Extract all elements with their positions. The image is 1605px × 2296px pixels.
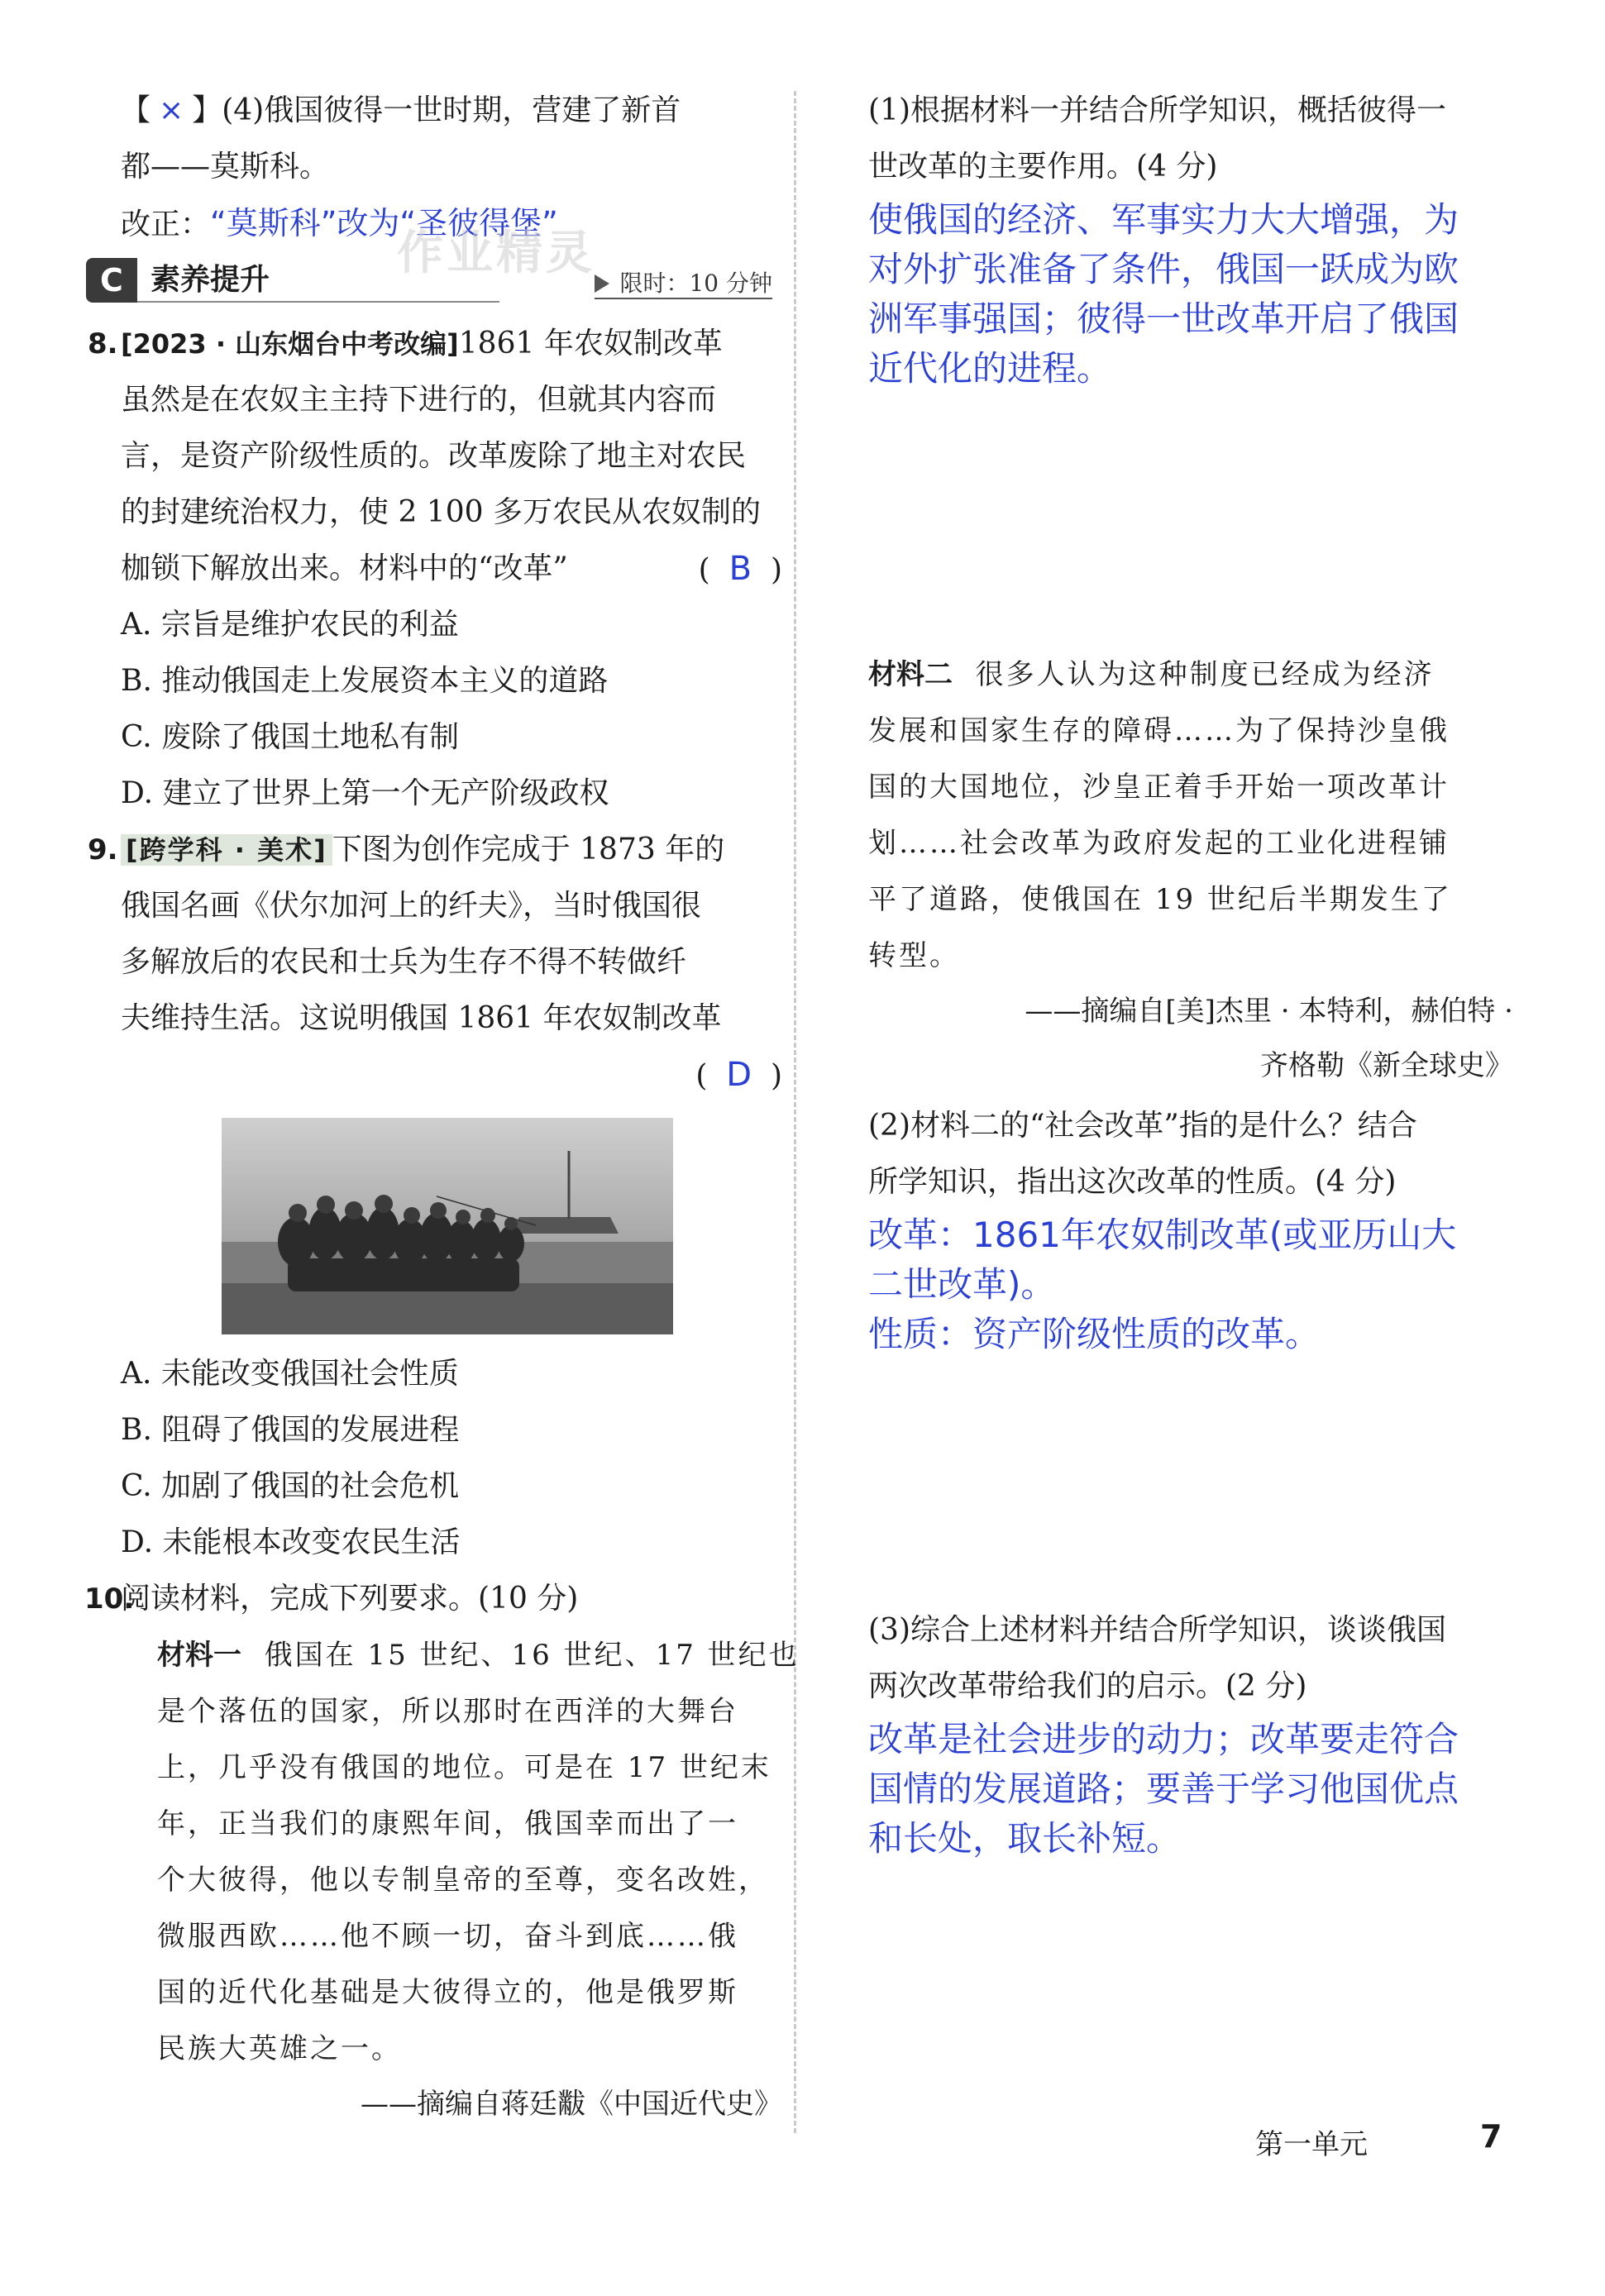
question-8 <box>88 316 782 822</box>
handwritten-answer: 使俄国的经济、军事实力大大增强，为 <box>868 199 1459 240</box>
option-a: A. 宗旨是维护农民的利益 <box>121 608 459 642</box>
time-limit: 限时：10 分钟 <box>595 270 772 299</box>
answer-choice: D <box>726 1056 752 1094</box>
option-b: B. 阻碍了俄国的发展进程 <box>121 1413 460 1447</box>
handwritten-answer: 国情的发展道路；要善于学习他国优点 <box>868 1769 1459 1809</box>
question-stem: 言，是资产阶级性质的。改革废除了地主对农民 <box>121 439 747 473</box>
material-text: 发展和国家生存的障碍……为了保持沙皇俄 <box>868 714 1450 747</box>
painting-image <box>222 1118 673 1334</box>
sub-question-text: 所学知识，指出这次改革的性质。(4 分) <box>868 1165 1397 1199</box>
barge-haulers-painting <box>222 1118 673 1334</box>
material-text: 微服西欧……他不顾一切，奋斗到底……俄 <box>157 1920 738 1953</box>
unit-title: 第一单元 <box>1255 2128 1368 2161</box>
material-label: 材料一 <box>157 1639 241 1672</box>
material-text: 国的近代化基础是大彼得立的，他是俄罗斯 <box>157 1976 738 2009</box>
material-label: 材料二 <box>868 658 953 691</box>
correction-label: 改正： <box>121 208 211 241</box>
option-d: D. 建立了世界上第一个无产阶级政权 <box>121 776 609 810</box>
question-source: [2023 · 山东烟台中考改编] <box>121 328 459 360</box>
question-10 <box>84 1571 800 2131</box>
handwritten-answer: 二世改革)。 <box>868 1264 1056 1305</box>
statement-text-cont: 都——莫斯科。 <box>121 150 330 184</box>
statement-text: (4)俄国彼得一世时期，营建了新首 <box>222 93 681 127</box>
bracket-open: 【 <box>121 93 151 127</box>
question-9 <box>88 822 782 1105</box>
section-rule <box>137 301 499 303</box>
option-c: C. 加剧了俄国的社会危机 <box>121 1469 460 1503</box>
material-source: ——摘编自蒋廷黻《中国近代史》 <box>361 2088 782 2121</box>
material-text: 很多人认为这种制度已经成为经济 <box>975 658 1435 691</box>
material-text: 个大彼得，他以专制皇帝的至尊，变名改姓， <box>157 1864 769 1897</box>
question-stem: 夫维持生活。这说明俄国 1861 年农奴制改革 <box>121 1001 722 1035</box>
question-stem: 枷锁下解放出来。材料中的“改革” <box>121 551 568 585</box>
question-stem: 虽然是在农奴主主持下进行的，但就其内容而 <box>121 383 717 417</box>
handwritten-answer: 对外扩张准备了条件，俄国一跃成为欧 <box>868 249 1459 289</box>
material-text: 国的大国地位，沙皇正着手开始一项改革计 <box>868 771 1450 804</box>
material-text: 民族大英雄之一。 <box>157 2032 402 2065</box>
answer-bracket: ( B ) <box>698 550 782 588</box>
material-2 <box>868 647 1513 1093</box>
handwritten-answer: 和长处，取长补短。 <box>868 1818 1182 1859</box>
answer-mark: × <box>159 93 184 127</box>
sub-question-3 <box>868 1602 1513 1864</box>
question-number: 8. <box>88 327 118 360</box>
handwritten-answer: 性质：资产阶级性质的改革。 <box>868 1314 1321 1354</box>
question-stem: 的封建统治权力，使 2 100 多万农民从农奴制的 <box>121 495 761 529</box>
material-text: 是个落伍的国家，所以那时在西洋的大舞台 <box>157 1695 738 1728</box>
question-stem: 阅读材料，完成下列要求。(10 分) <box>121 1582 579 1616</box>
watermark-logo: 作业精灵 <box>397 227 595 280</box>
question-tag: [跨学科 · 美术] <box>121 834 332 866</box>
material-source: ——摘编自[美]杰里 · 本特利，赫伯特 · <box>1025 995 1513 1028</box>
material-text: 年，正当我们的康熙年间，俄国幸而出了一 <box>157 1807 738 1840</box>
section-title: 素养提升 <box>150 263 270 297</box>
sub-question-text: 世改革的主要作用。(4 分) <box>868 150 1218 184</box>
question-stem: 1861 年农奴制改革 <box>458 327 723 360</box>
handwritten-answer: 近代化的进程。 <box>868 348 1112 389</box>
question-stem: 下图为创作完成于 1873 年的 <box>332 833 725 866</box>
question-stem-last <box>121 541 782 597</box>
correction-answer: “莫斯科”改为“圣彼得堡” <box>210 205 558 241</box>
material-1 <box>121 1627 800 1683</box>
handwritten-answer: 改革：1861年农奴制改革(或亚历山大 <box>868 1215 1457 1255</box>
material-source: 齐格勒《新全球史》 <box>1260 1049 1513 1082</box>
section-header <box>86 256 772 304</box>
question-stem: 多解放后的农民和士兵为生存不得不转做纤 <box>121 945 687 979</box>
section-badge: C <box>86 258 137 303</box>
bracket-close: 】 <box>192 93 222 127</box>
option-b: B. 推动俄国走上发展资本主义的道路 <box>121 664 609 698</box>
option-c: C. 废除了俄国土地私有制 <box>121 720 460 754</box>
material-text: 转型。 <box>868 939 960 972</box>
question-stem: 俄国名画《伏尔加河上的纤夫》，当时俄国很 <box>121 889 702 923</box>
option-a: A. 未能改变俄国社会性质 <box>121 1357 459 1391</box>
page-number: 7 <box>1480 2118 1502 2155</box>
true-false-item-line1 <box>121 83 782 139</box>
question-number: 9. <box>88 833 118 866</box>
question-number: 10. <box>84 1582 135 1616</box>
question-9-options <box>121 1346 782 1571</box>
sub-question-text: (2)材料二的“社会改革”指的是什么？结合 <box>868 1109 1417 1143</box>
answer-bracket: ( D ) <box>695 1056 782 1094</box>
sub-question-2 <box>868 1098 1513 1359</box>
sub-question-text: 两次改革带给我们的启示。(2 分) <box>868 1669 1307 1703</box>
handwritten-answer: 洲军事强国；彼得一世改革开启了俄国 <box>868 298 1459 339</box>
material-text: 上，几乎没有俄国的地位。可是在 17 世纪末 <box>157 1751 771 1784</box>
answer-choice: B <box>728 550 752 588</box>
sub-question-1 <box>868 83 1513 394</box>
material-text: 划……社会改革为政府发起的工业化进程铺 <box>868 827 1450 860</box>
material-text: 俄国在 15 世纪、16 世纪、17 世纪也 <box>264 1639 800 1672</box>
column-divider <box>794 91 796 2133</box>
option-d: D. 未能根本改变农民生活 <box>121 1525 461 1559</box>
sub-question-text: (1)根据材料一并结合所学知识，概括彼得一 <box>868 93 1446 127</box>
handwritten-answer: 改革是社会进步的动力；改革要走符合 <box>868 1719 1459 1759</box>
sub-question-text: (3)综合上述材料并结合所学知识，谈谈俄国 <box>868 1613 1446 1647</box>
material-text: 平了道路，使俄国在 19 世纪后半期发生了 <box>868 883 1452 916</box>
